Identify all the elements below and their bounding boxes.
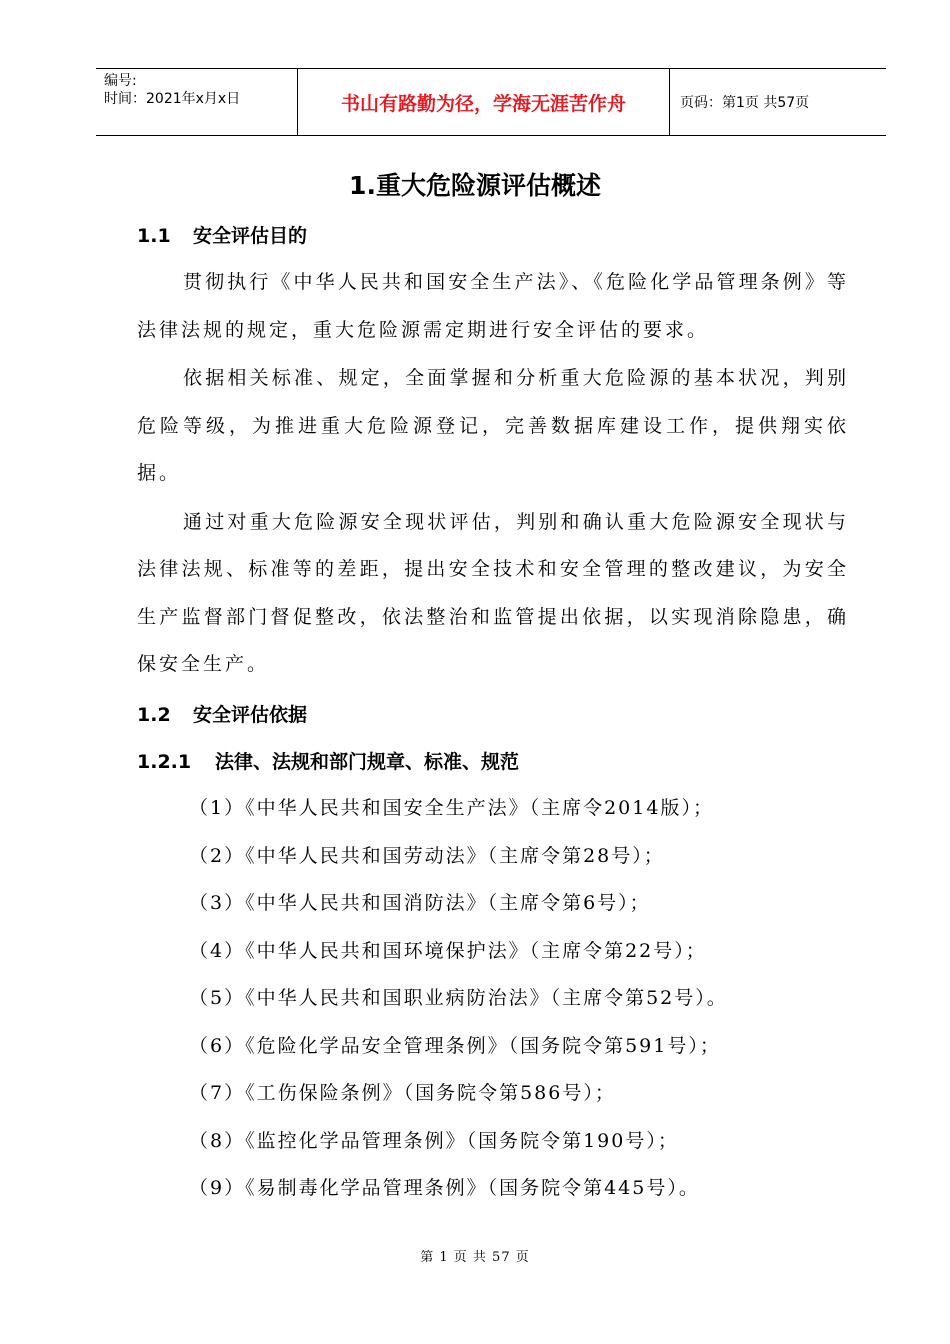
section-title: 法律、法规和部门规章、标准、规范 bbox=[215, 751, 520, 773]
section-1-1-body bbox=[137, 259, 849, 689]
section-1-2-1-heading bbox=[137, 748, 849, 776]
list-item: （3）《中华人民共和国消防法》（主席令第6号）； bbox=[189, 892, 651, 914]
list-item: （9）《易制毒化学品管理条例》（国务院令第445号）。 bbox=[189, 1177, 700, 1199]
section-number: 1.1 bbox=[137, 225, 171, 247]
list-item: （5）《中华人民共和国职业病防治法》（主席令第52号）。 bbox=[189, 987, 728, 1009]
section-1-2-heading bbox=[137, 701, 849, 729]
paragraph: 通过对重大危险源安全现状评估，判别和确认重大危险源安全现状与法律法规、标准等的差距，提出安全技术和安全管理的整改建议，为安全生产监督部门督促整改，依法整治和监管提出依据，以实现消除隐患，确保安全生产。 bbox=[137, 510, 849, 675]
section-title: 安全评估目的 bbox=[193, 225, 308, 247]
section-title: 安全评估依据 bbox=[193, 704, 308, 726]
list-item: （6）《危险化学品安全管理条例》（国务院令第591号）； bbox=[189, 1034, 721, 1057]
header-motto: 书山有路勤为径，学海无涯苦作舟 bbox=[298, 69, 670, 135]
section-number: 1.2.1 bbox=[137, 751, 192, 773]
list-item: （1）《中华人民共和国安全生产法》（主席令2014版）； bbox=[189, 797, 714, 819]
page-footer: 第 1 页 共 57 页 bbox=[420, 1250, 530, 1265]
header-meta bbox=[96, 69, 298, 135]
regulation-list bbox=[189, 785, 728, 1213]
paragraph: 贯彻执行《中华人民共和国安全生产法》、《危险化学品管理条例》等法律法规的规定，重大危险源需定期进行安全评估的要求。 bbox=[137, 271, 849, 341]
code-label: 编号: bbox=[104, 73, 137, 89]
list-item: （4）《中华人民共和国环境保护法》（主席令第22号）； bbox=[189, 939, 707, 962]
section-number: 1.2 bbox=[137, 704, 171, 726]
list-item: （2）《中华人民共和国劳动法》（主席令第28号）； bbox=[189, 844, 665, 867]
list-item: （7）《工伤保险条例》（国务院令第586号）； bbox=[189, 1082, 616, 1104]
section-1-1-heading bbox=[137, 222, 849, 250]
document-title: 1.重大危险源评估概述 bbox=[349, 171, 601, 200]
header-page-info: 页码：第1页 共57页 bbox=[680, 95, 810, 111]
paragraph: 依据相关标准、规定，全面掌握和分析重大危险源的基本状况，判别危险等级，为推进重大危险源登记，完善数据库建设工作，提供翔实依据。 bbox=[137, 367, 849, 484]
page-header bbox=[96, 68, 886, 136]
time-label: 时间：2021年x月x日 bbox=[104, 91, 241, 107]
list-item: （8）《监控化学品管理条例》（国务院令第190号）； bbox=[189, 1129, 679, 1152]
